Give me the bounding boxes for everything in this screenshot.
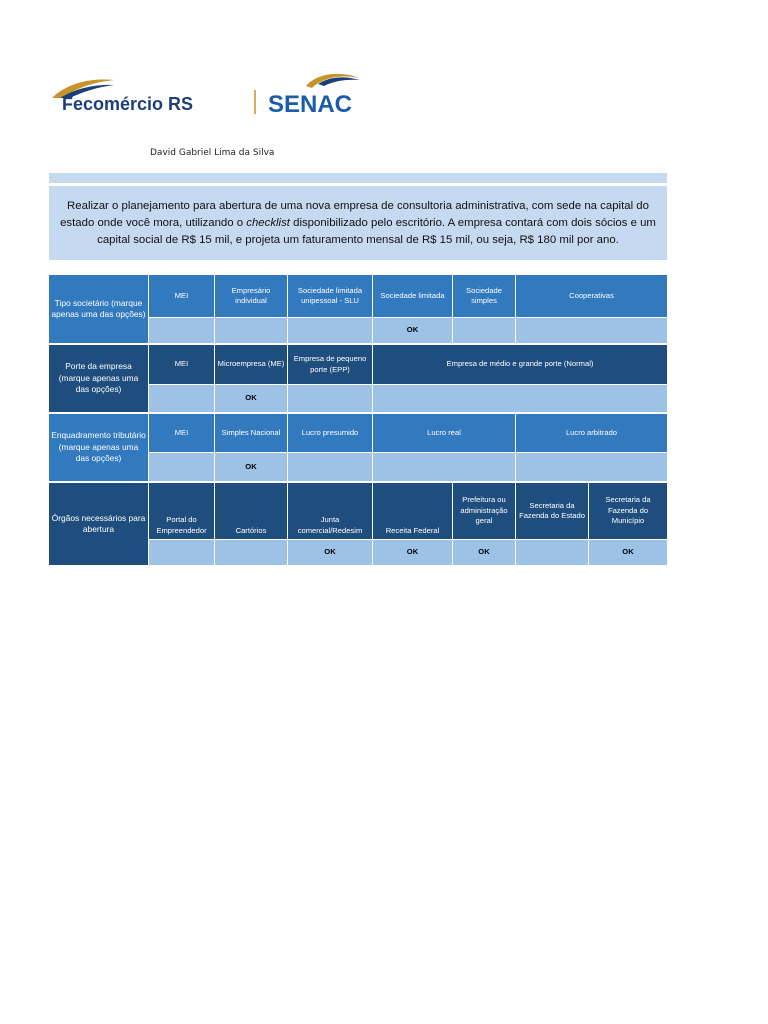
orgao-option-sefaz-municipio: Secretaria da Fazenda do Município (589, 483, 667, 539)
porte-answer-mei[interactable] (149, 385, 214, 412)
orgao-answer-junta-comercial[interactable]: OK (288, 540, 372, 565)
porte-option-epp: Empresa de pequeno porte (EPP) (288, 345, 372, 384)
tipo-answer-mei[interactable] (149, 318, 214, 343)
tipo-option-mei: MEI (149, 275, 214, 317)
enq-option-lucro-presumido: Lucro presumido (288, 414, 372, 452)
task-text-part1: Realizar o planejamento para abertura de uma nova empresa de consultoria administrativa, com sede na capital do estado onde você mora, utilizando o (60, 199, 649, 229)
fecomercio-senac-logo (48, 68, 378, 118)
enq-answer-simples-nacional[interactable]: OK (215, 453, 287, 481)
tipo-answer-sociedade-limitada[interactable]: OK (373, 318, 452, 343)
orgao-answer-cartorios[interactable] (215, 540, 287, 565)
porte-answer-normal[interactable] (373, 385, 667, 412)
orgao-answer-sefaz-estado[interactable] (516, 540, 588, 565)
tipo-option-sociedade-simples: Sociedade simples (453, 275, 515, 317)
orgao-answer-prefeitura[interactable]: OK (453, 540, 515, 565)
task-text-part2: disponibilizado pelo escritório. A empresa contará com dois sócios e um capital social de R$ 15 mil, e projeta um faturamento mensal de R$ 15 mil, ou seja, R$ 180 mil por ano. (97, 216, 656, 246)
header-strip (49, 173, 667, 183)
task-description (49, 186, 667, 260)
task-text-emphasis: checklist (246, 216, 290, 229)
orgao-option-junta-comercial: Junta comercial/Redesim (288, 483, 372, 539)
senac-logo-text: SENAC (268, 91, 353, 118)
orgao-option-receita-federal: Receita Federal (373, 483, 452, 539)
porte-option-normal: Empresa de médio e grande porte (Normal) (373, 345, 667, 384)
orgaos-label: Órgãos necessários para abertura (49, 483, 148, 565)
tipo-option-cooperativas: Cooperativas (516, 275, 667, 317)
author-name: David Gabriel Lima da Silva (150, 148, 275, 158)
porte-empresa-label: Porte da empresa (marque apenas uma das opções) (49, 345, 148, 412)
tipo-option-sociedade-limitada: Sociedade limitada (373, 275, 452, 317)
tipo-answer-cooperativas[interactable] (516, 318, 667, 343)
tipo-answer-slu[interactable] (288, 318, 372, 343)
enq-answer-mei[interactable] (149, 453, 214, 481)
orgao-option-portal-empreendedor: Portal do Empreendedor (149, 483, 214, 539)
orgao-option-prefeitura: Prefeitura ou administração geral (453, 483, 515, 539)
orgao-answer-portal-empreendedor[interactable] (149, 540, 214, 565)
porte-answer-microempresa[interactable]: OK (215, 385, 287, 412)
orgao-answer-receita-federal[interactable]: OK (373, 540, 452, 565)
tipo-option-empresario-individual: Empresário individual (215, 275, 287, 317)
enq-option-lucro-real: Lucro real (373, 414, 515, 452)
orgao-option-cartorios: Cartórios (215, 483, 287, 539)
enq-option-simples-nacional: Simples Nacional (215, 414, 287, 452)
tipo-societario-label: Tipo societário (marque apenas uma das opções) (49, 275, 148, 343)
fecomercio-logo-text: Fecomércio RS (62, 94, 194, 114)
enq-answer-lucro-real[interactable] (373, 453, 515, 481)
porte-option-microempresa: Microempresa (ME) (215, 345, 287, 384)
orgao-option-sefaz-estado: Secretaria da Fazenda do Estado (516, 483, 588, 539)
porte-option-mei: MEI (149, 345, 214, 384)
enq-option-mei: MEI (149, 414, 214, 452)
enq-answer-lucro-arbitrado[interactable] (516, 453, 667, 481)
enquadramento-label: Enquadramento tributário (marque apenas uma das opções) (49, 414, 148, 481)
porte-answer-epp[interactable] (288, 385, 372, 412)
enq-option-lucro-arbitrado: Lucro arbitrado (516, 414, 667, 452)
tipo-answer-empresario-individual[interactable] (215, 318, 287, 343)
enq-answer-lucro-presumido[interactable] (288, 453, 372, 481)
orgao-answer-sefaz-municipio[interactable]: OK (589, 540, 667, 565)
tipo-answer-sociedade-simples[interactable] (453, 318, 515, 343)
tipo-option-slu: Sociedade limitada unipessoal - SLU (288, 275, 372, 317)
